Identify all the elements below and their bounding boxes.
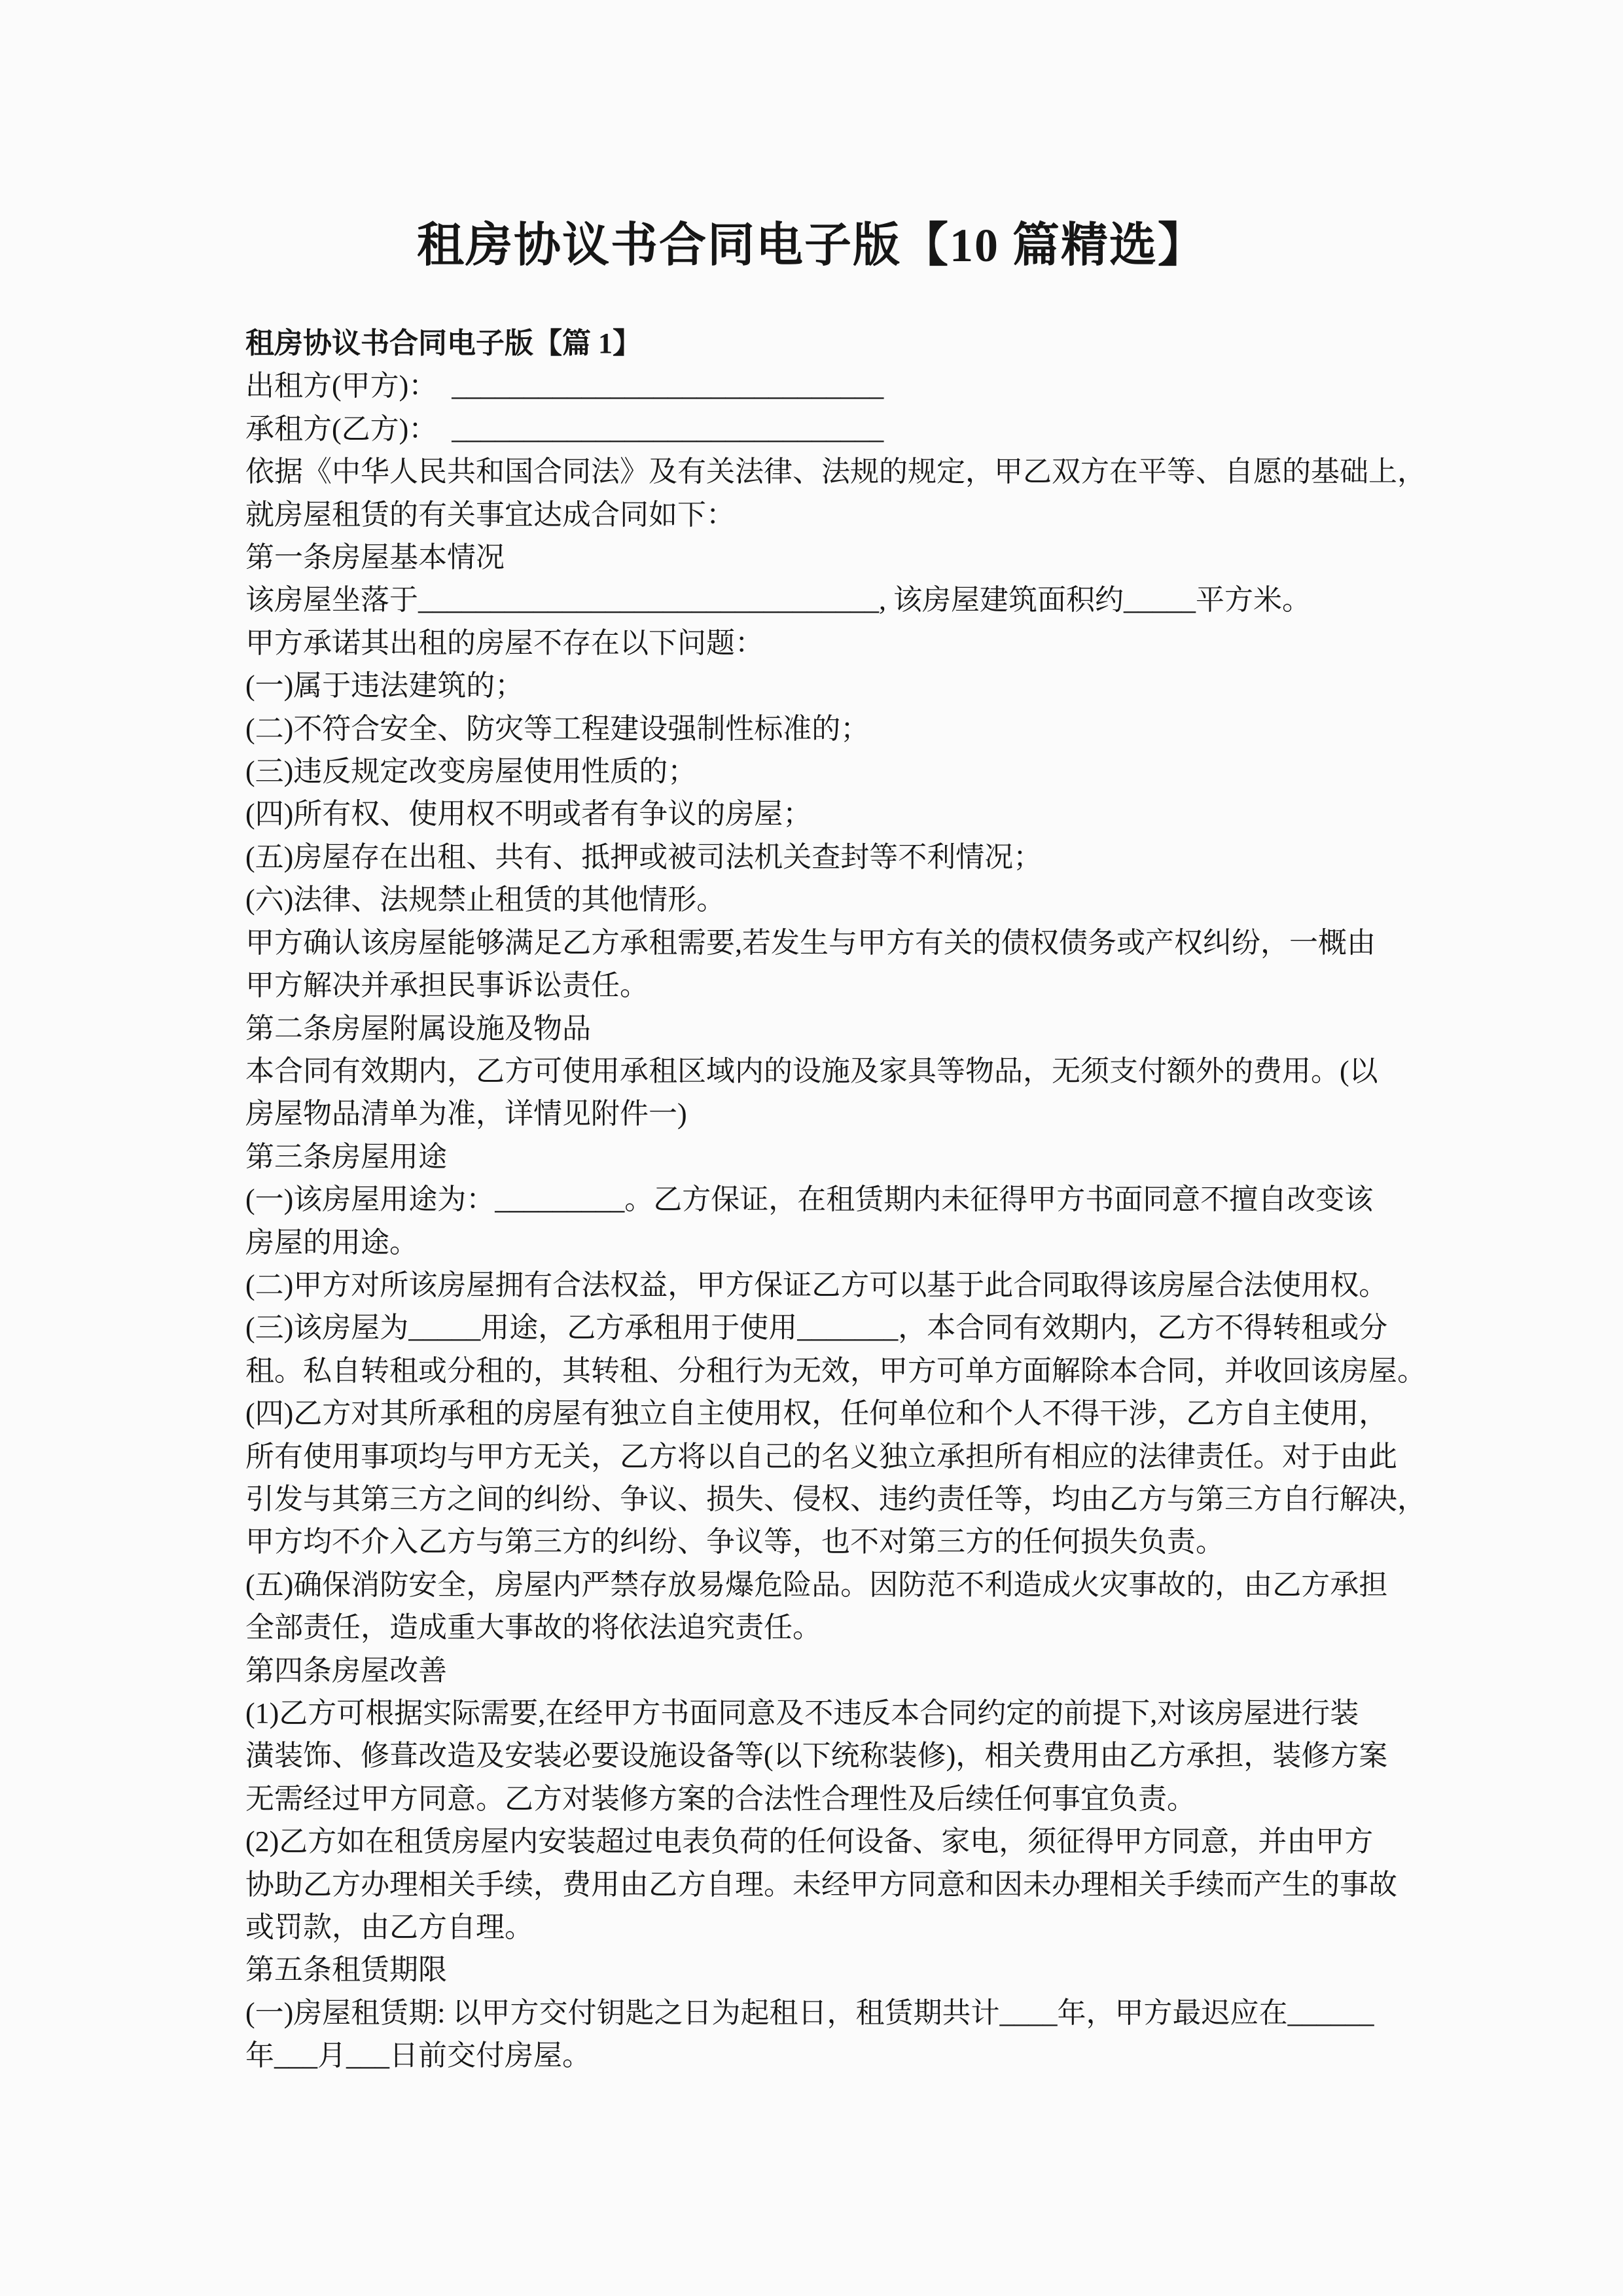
document-title: 租房协议书合同电子版【10 篇精选】 [416, 219, 1206, 272]
paragraph-line: 第一条房屋基本情况 [245, 541, 505, 574]
paragraph-line: (四)所有权、使用权不明或者有争议的房屋； [245, 798, 812, 831]
paragraph-line: 全部责任，造成重大事故的将依法追究责任。 [245, 1611, 821, 1644]
paragraph-line: 依据《中华人民共和国合同法》及有关法律、法规的规定，甲乙双方在平等、自愿的基础上， [245, 456, 1426, 488]
paragraph-line: (二)不符合安全、防灾等工程建设强制性标准的； [245, 712, 870, 745]
paragraph-line: 引发与其第三方之间的纠纷、争议、损失、侵权、违约责任等，均由乙方与第三方自行解决， [245, 1482, 1426, 1515]
paragraph-line: 年___月___日前交付房屋。 [245, 2039, 591, 2072]
paragraph-line: 协助乙方办理相关手续，费用由乙方自理。未经甲方同意和因未办理相关手续而产生的事故 [245, 1868, 1397, 1901]
paragraph-line: 该房屋坐落于________________________________, 该房屋建筑面积约_____平方米。 [245, 584, 1311, 617]
paragraph-line: 甲方承诺其出租的房屋不存在以下问题： [245, 626, 764, 659]
paragraph-line: 就房屋租赁的有关事宜达成合同如下： [245, 498, 735, 531]
paragraph-line: 潢装饰、修葺改造及安装必要设施设备等(以下统称装修)，相关费用由乙方承担，装修方案 [245, 1740, 1388, 1772]
paragraph-line: (一)该房屋用途为：_________。乙方保证，在租赁期内未征得甲方书面同意不擅自改变该 [245, 1183, 1374, 1216]
paragraph-line: 第五条租赁期限 [245, 1954, 447, 1986]
section-heading: 租房协议书合同电子版【篇 1】 [245, 327, 641, 359]
paragraph-line: (1)乙方可根据实际需要,在经甲方书面同意及不违反本合同约定的前提下,对该房屋进行装 [245, 1697, 1359, 1729]
paragraph-line: 出租方(甲方)： ______________________________ [245, 370, 884, 403]
paragraph-line: (一)属于违法建筑的； [245, 670, 524, 702]
paragraph-line: 房屋物品清单为准，详情见附件一) [245, 1098, 687, 1130]
paragraph-line: (一)房屋租赁期: 以甲方交付钥匙之日为起租日，租赁期共计____年，甲方最迟应在______ [245, 1996, 1374, 2029]
paragraph-line: 租。私自转租或分租的，其转租、分租行为无效，甲方可单方面解除本合同，并收回该房屋。 [245, 1354, 1426, 1387]
paragraph-line: (二)甲方对所该房屋拥有合法权益，甲方保证乙方可以基于此合同取得该房屋合法使用权。 [245, 1268, 1388, 1301]
paragraph-line: 无需经过甲方同意。乙方对装修方案的合法性合理性及后续任何事宜负责。 [245, 1782, 1196, 1815]
paragraph-line: 甲方确认该房屋能够满足乙方承租需要,若发生与甲方有关的债权债务或产权纠纷，一概由 [245, 926, 1376, 959]
paragraph-line: 或罚款，由乙方自理。 [245, 1911, 533, 1944]
paragraph-line: (三)违反规定改变房屋使用性质的； [245, 755, 697, 788]
paragraph-line: 本合同有效期内，乙方可使用承租区域内的设施及家具等物品，无须支付额外的费用。(以 [245, 1054, 1378, 1087]
paragraph-line: (2)乙方如在租赁房屋内安装超过电表负荷的任何设备、家电，须征得甲方同意，并由甲方 [245, 1825, 1374, 1858]
paragraph-line: 承租方(乙方)： ______________________________ [245, 412, 884, 445]
document-body [245, 322, 1426, 2077]
paragraph-line: (三)该房屋为_____用途，乙方承租用于使用_______，本合同有效期内，乙方不得转租或分 [245, 1312, 1388, 1344]
paragraph-line: (六)法律、法规禁止租赁的其他情形。 [245, 884, 726, 916]
paragraph-line: 第四条房屋改善 [245, 1654, 447, 1687]
paragraph-line: 房屋的用途。 [245, 1226, 418, 1259]
paragraph-line: 甲方均不介入乙方与第三方的纠纷、争议等，也不对第三方的任何损失负责。 [245, 1526, 1224, 1558]
paragraph-line: (五)房屋存在出租、共有、抵押或被司法机关查封等不利情况； [245, 840, 1043, 873]
paragraph-line: 第三条房屋用途 [245, 1140, 447, 1173]
paragraph-line: (四)乙方对其所承租的房屋有独立自主使用权，任何单位和个人不得干涉，乙方自主使用， [245, 1397, 1388, 1430]
paragraph-line: 所有使用事项均与甲方无关，乙方将以自己的名义独立承担所有相应的法律责任。对于由此 [245, 1440, 1397, 1473]
paragraph-line: 甲方解决并承担民事诉讼责任。 [245, 969, 649, 1002]
paragraph-line: (五)确保消防安全，房屋内严禁存放易爆危险品。因防范不利造成火灾事故的，由乙方承担 [245, 1568, 1388, 1601]
paragraph-line: 第二条房屋附属设施及物品 [245, 1012, 591, 1045]
